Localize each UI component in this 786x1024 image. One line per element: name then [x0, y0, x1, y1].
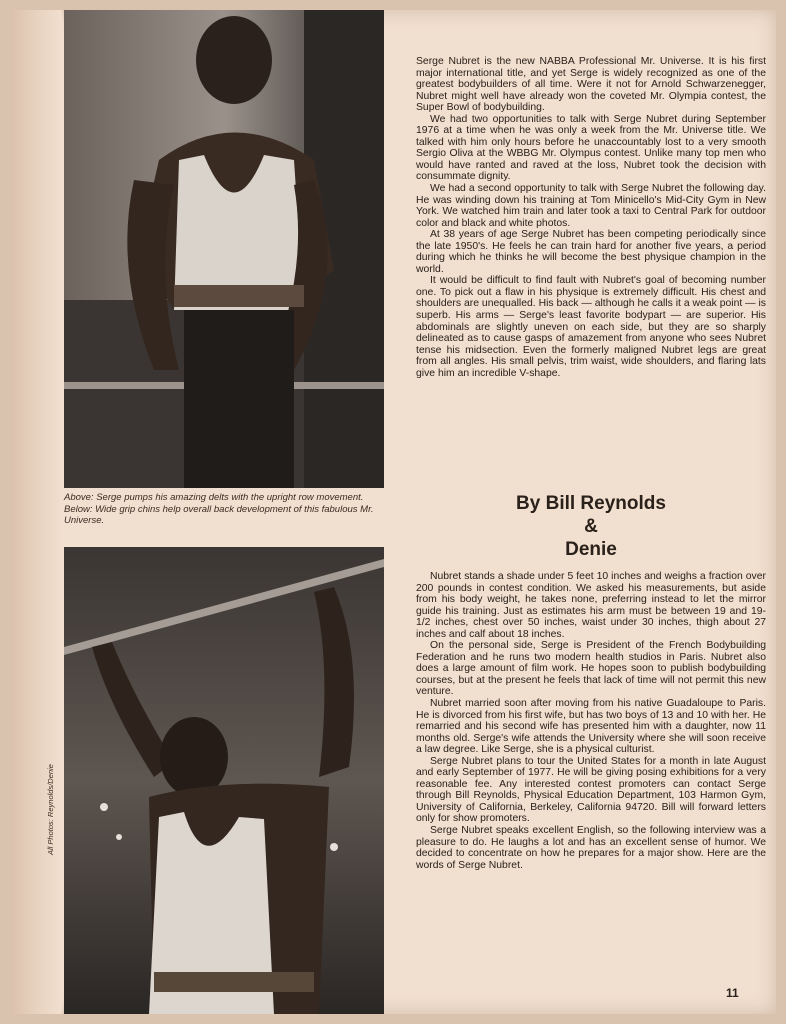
article-paragraph: On the personal side, Serge is President of the French Bodybuilding Federation and he runs two modern health studios in Paris. Nubret also does a large amount of film work. He hopes soon to publish bodybuilding courses, but at the present he feels that lack of time will not permit this new venture. — [416, 640, 766, 698]
photo-upright-row — [64, 10, 384, 488]
article-paragraph: Serge Nubret speaks excellent English, so the following interview was a pleasure to do. He laughs a lot and has an excellent sense of humor. We decided to concentrate on how he prepares for a major show. Here are the words of Serge Nubret. — [416, 825, 766, 871]
article-paragraph: Serge Nubret is the new NABBA Professional Mr. Universe. It is his first major international title, and yet Serge is widely recognized as one of the greatest bodybuilders of all time. Were it not for Arnold Schwarzenegger, Nubret might well have already won the coveted Mr. Olympia contest, the Super Bowl of bodybuilding. — [416, 56, 766, 114]
article-paragraph: At 38 years of age Serge Nubret has been competing periodically since the late 1950's. He feels he can train hard for another five years, a period during which he thinks he will become the best physique champion in the world. — [416, 229, 766, 275]
byline-authors: By Bill Reynolds — [516, 493, 666, 514]
article-column-bottom — [416, 571, 766, 871]
byline — [416, 492, 766, 561]
caption-below: Below: Wide grip chins help overall back development of this fabulous Mr. Universe. — [64, 503, 374, 526]
photo-wide-grip-chins — [64, 547, 384, 1014]
page-gutter — [12, 10, 62, 1014]
page-number: 11 — [726, 986, 739, 1000]
article-paragraph: It would be difficult to find fault with Nubret's goal of becoming number one. To pick out a flaw in his physique is extremely difficult. His chest and shoulders are unequalled. His back — although he calls it a weak point — is superb. His arms — Serge's least favorite bodypart — are superior. His abdominals are slightly uneven on each side, but they are so sharply delineated as to cause gasps of amazement from anyone who sees Nubret tense his midsection. Even the formerly maligned Nubret legs are great from all angles. His small pelvis, trim waist, wide shoulders, and flaring lats give him an incredible V-shape. — [416, 275, 766, 379]
byline-ampersand: & — [584, 516, 598, 537]
photo-captions — [64, 492, 386, 527]
article-paragraph: We had a second opportunity to talk with Serge Nubret the following day. He was winding down his training at Tom Minicello's Mid-City Gym in New York. We watched him train and later took a taxi to Central Park for outdoor color and black and white photos. — [416, 183, 766, 229]
article-column-top — [416, 56, 766, 379]
article-paragraph: Nubret stands a shade under 5 feet 10 inches and weighs a fraction over 200 pounds in contest condition. We asked his measurements, but aside from his body weight, he takes none, preferring instead to let the mirror guide his training. Just as estimates his arm must be between 19 and 19-1/2 inches, chest over 50 inches, waist under 30 inches, thigh about 27 inches and calf about 18 inches. — [416, 571, 766, 640]
byline-second-author: Denie — [565, 539, 617, 560]
magazine-page — [12, 10, 776, 1014]
caption-above: Above: Serge pumps his amazing delts with the upright row movement. — [64, 492, 364, 503]
photo-credit: All Photos: Reynolds/Denie — [46, 764, 55, 855]
article-paragraph: We had two opportunities to talk with Serge Nubret during September 1976 at a time when he was only a week from the Mr. Universe title. We talked with him only hours before he unaccountably lost to a very smooth Sergio Oliva at the WBBG Mr. Olympus contest. Unlike many top men who would have ranted and raved at the loss, Nubret took the decision with consummate dignity. — [416, 113, 766, 183]
article-paragraph: Serge Nubret plans to tour the United States for a month in late August and early September of 1977. He will be giving posing exhibitions for a very reasonable fee. Any interested contest promoters can contact Serge through Bill Reynolds, Physical Education Department, 103 Harmon Gym, University of California, Berkeley, California 94720. Bill will forward letters only for show promoters. — [416, 755, 766, 825]
article-paragraph: Nubret married soon after moving from his native Guadaloupe to Paris. He is divorced from his first wife, but has two boys of 13 and 10 with her. He remarried and his second wife has presented him with a daughter, now 11 months old. Serge's wife attends the University where she will soon receive a law degree. Like Serge, she is a physical culturist. — [416, 698, 766, 756]
